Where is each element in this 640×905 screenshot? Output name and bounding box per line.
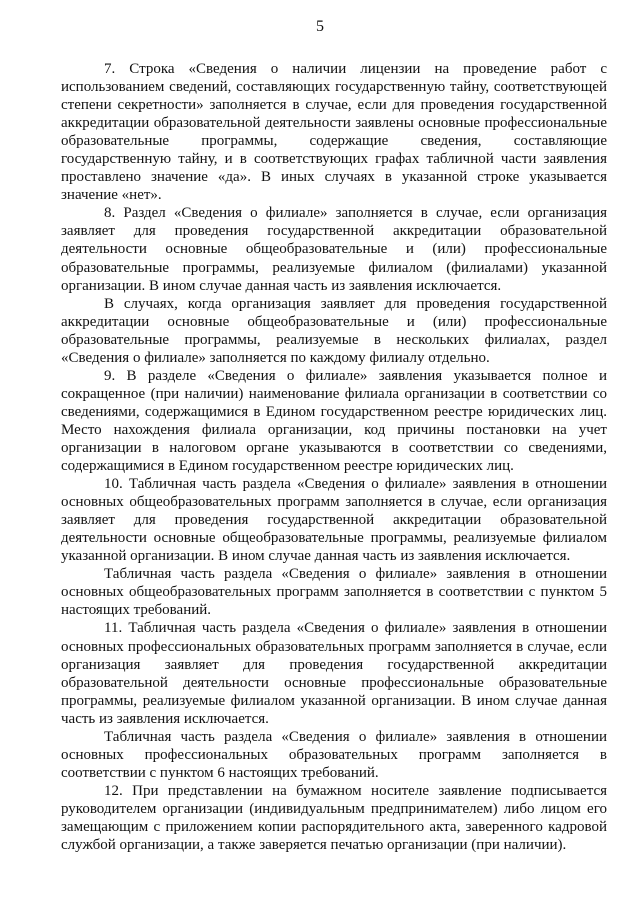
paragraph-8: 8. Раздел «Сведения о филиале» заполняется в случае, если организация заявляет для проведения государственной аккредитации образовательной деятельности основные общеобразовательные и (или) профессиональные образовательные программы, реализуемые филиалом (филиалами) указанной организации. В ином случае данная часть из заявления исключается. [61,205,607,294]
paragraph-12: 12. При представлении на бумажном носителе заявление подписывается руководителем организации (индивидуальным предпринимателем) либо лицом его замещающим с приложением копии распорядительного акта, заверенного кадровой службой организации, а также заверяется печатью организации (при наличии). [61,782,607,854]
document-body [61,60,607,854]
paragraph-7: 7. Строка «Сведения о наличии лицензии на проведение работ с использованием сведений, составляющих государственную тайну, соответствующей степени секретности» заполняется в случае, если для проведения государственной аккредитации образовательной деятельности заявлены основные профессиональные образовательные программы, содержащие сведения, составляющие государственную тайну, и в соответствующих графах табличной части заявления проставлено значение «да». В иных случаях в указанной строке указывается значение «нет». [61,61,607,204]
paragraph-11-continued: Табличная часть раздела «Сведения о филиале» заявления в отношении основных профессиональных образовательных программ заполняется в соответствии с пунктом 6 настоящих требований. [61,728,607,781]
paragraph-11: 11. Табличная часть раздела «Сведения о филиале» заявления в отношении основных профессиональных образовательных программ заполняется в случае, если организация заявляет для проведения государственной аккредитации образовательной деятельности основные профессиональные образовательные программы, реализуемые филиалом указанной организации. В ином случае данная часть из заявления исключается. [61,620,607,727]
page-number: 5 [316,18,324,35]
paragraph-10-continued: Табличная часть раздела «Сведения о филиале» заявления в отношении основных общеобразовательных программ заполняется в соответствии с пунктом 5 настоящих требований. [61,566,607,619]
paragraph-8-continued: В случаях, когда организация заявляет для проведения государственной аккредитации основные общеобразовательные и (или) профессиональные образовательные программы, реализуемые в нескольких филиалах, раздел «Сведения о филиале» заполняется по каждому филиалу отдельно. [61,295,607,366]
paragraph-9: 9. В разделе «Сведения о филиале» заявления указывается полное и сокращенное (при наличии) наименование филиала организации в соответствии со сведениями, содержащимися в Едином государственном реестре юридических лиц. Место нахождения филиала организации, код причины постановки на учет организации в налоговом органе указываются в соответствии со сведениями, содержащимися в Едином государственном реестре юридических лиц. [61,367,607,475]
paragraph-10: 10. Табличная часть раздела «Сведения о филиале» заявления в отношении основных общеобразовательных программ заполняется в случае, если организация заявляет для проведения государственной аккредитации образовательной деятельности основные общеобразовательные программы, реализуемые филиалом указанной организации. В ином случае данная часть из заявления исключается. [61,476,607,565]
